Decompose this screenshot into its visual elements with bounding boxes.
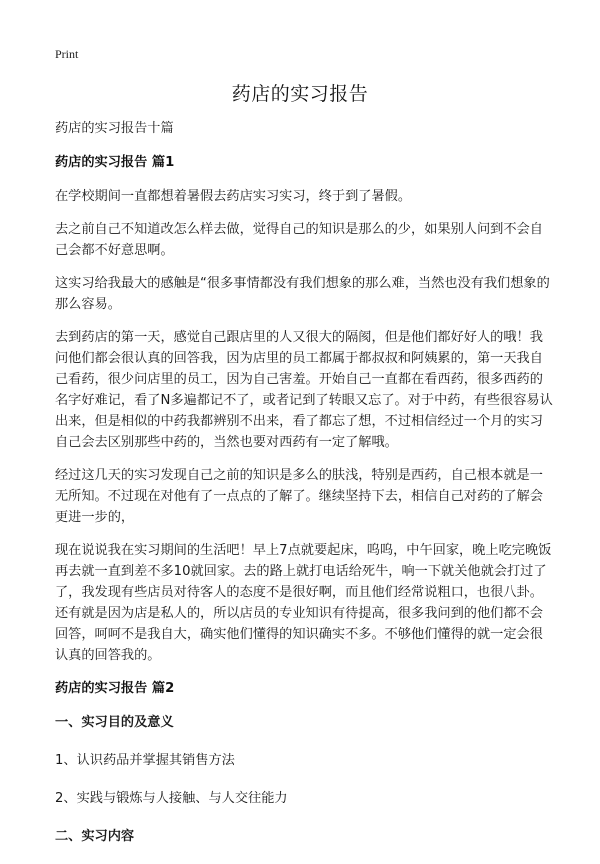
article-1 <box>55 152 555 666</box>
print-label[interactable]: Print <box>55 47 79 61</box>
section-heading: 一、实习目的及意义 <box>55 715 174 730</box>
article-2 <box>55 678 555 847</box>
article-heading: 药店的实习报告 篇2 <box>55 681 175 696</box>
paragraph: 经过这几天的实习发现自己之前的知识是多么的肤浅，特别是西药，自己根本就是一无所知。不过现在对他有了一点点的了解了。继续坚持下去，相信自己对药的了解会更进一步的， <box>55 468 543 525</box>
article-heading: 药店的实习报告 篇1 <box>55 155 175 170</box>
paragraph: 去之前自己不知道改怎么样去做，觉得自己的知识是那么的少，如果别人问到不会自己会都不好意思啊。 <box>55 222 543 258</box>
paragraph: 去到药店的第一天，感觉自己跟店里的人又很大的隔阂，但是他们都好好人的哦！我问他们都会很认真的回答我，因为店里的员工都属于都叔叔和阿姨累的，第一天我自己看药，很少问店里的员工，因为自己害羞。开始自己一直都在看西药，很多西药的名字好难记，看了N多遍都记不了，或者记到了转眼又忘了。对于中药，有些很容易认出来，但是相似的中药我都辨别不出来，看了都忘了想，不过相信经过一个月的实习自己会去区别那些中药的，当然也要对西药有一定了解哦。 <box>55 330 553 450</box>
paragraph: 在学校期间一直都想着暑假去药店实习实习，终于到了暑假。 <box>55 189 412 204</box>
document-subtitle: 药店的实习报告十篇 <box>55 121 174 136</box>
list-item: 2、实践与锻炼与人接触、与人交往能力 <box>55 791 288 806</box>
list-item: 1、认识药品并掌握其销售方法 <box>55 753 235 768</box>
paragraph: 这实习给我最大的感触是“很多事情都没有我们想象的那么难，当然也没有我们想象的那么容易。 <box>55 276 550 312</box>
section-heading: 二、实习内容 <box>55 829 135 844</box>
paragraph: 现在说说我在实习期间的生活吧！早上7点就要起床，呜呜，中午回家，晚上吃完晚饭再去就一直到差不多10就回家。去的路上就打电话给死牛，响一下就关他就会打过了了，我发现有些店员对待客人的态度不是很好啊，而且他们经常说粗口，也很八卦。还有就是因为店是私人的，所以店员的专业知识有待提高，很多我问到的他们都不会回答，呵呵不是我自大，确实他们懂得的知识确实不多。不够他们懂得的就一定会很认真的回答我的。 <box>55 543 552 663</box>
document-body <box>55 118 555 864</box>
document-title: 药店的实习报告 <box>231 83 369 105</box>
